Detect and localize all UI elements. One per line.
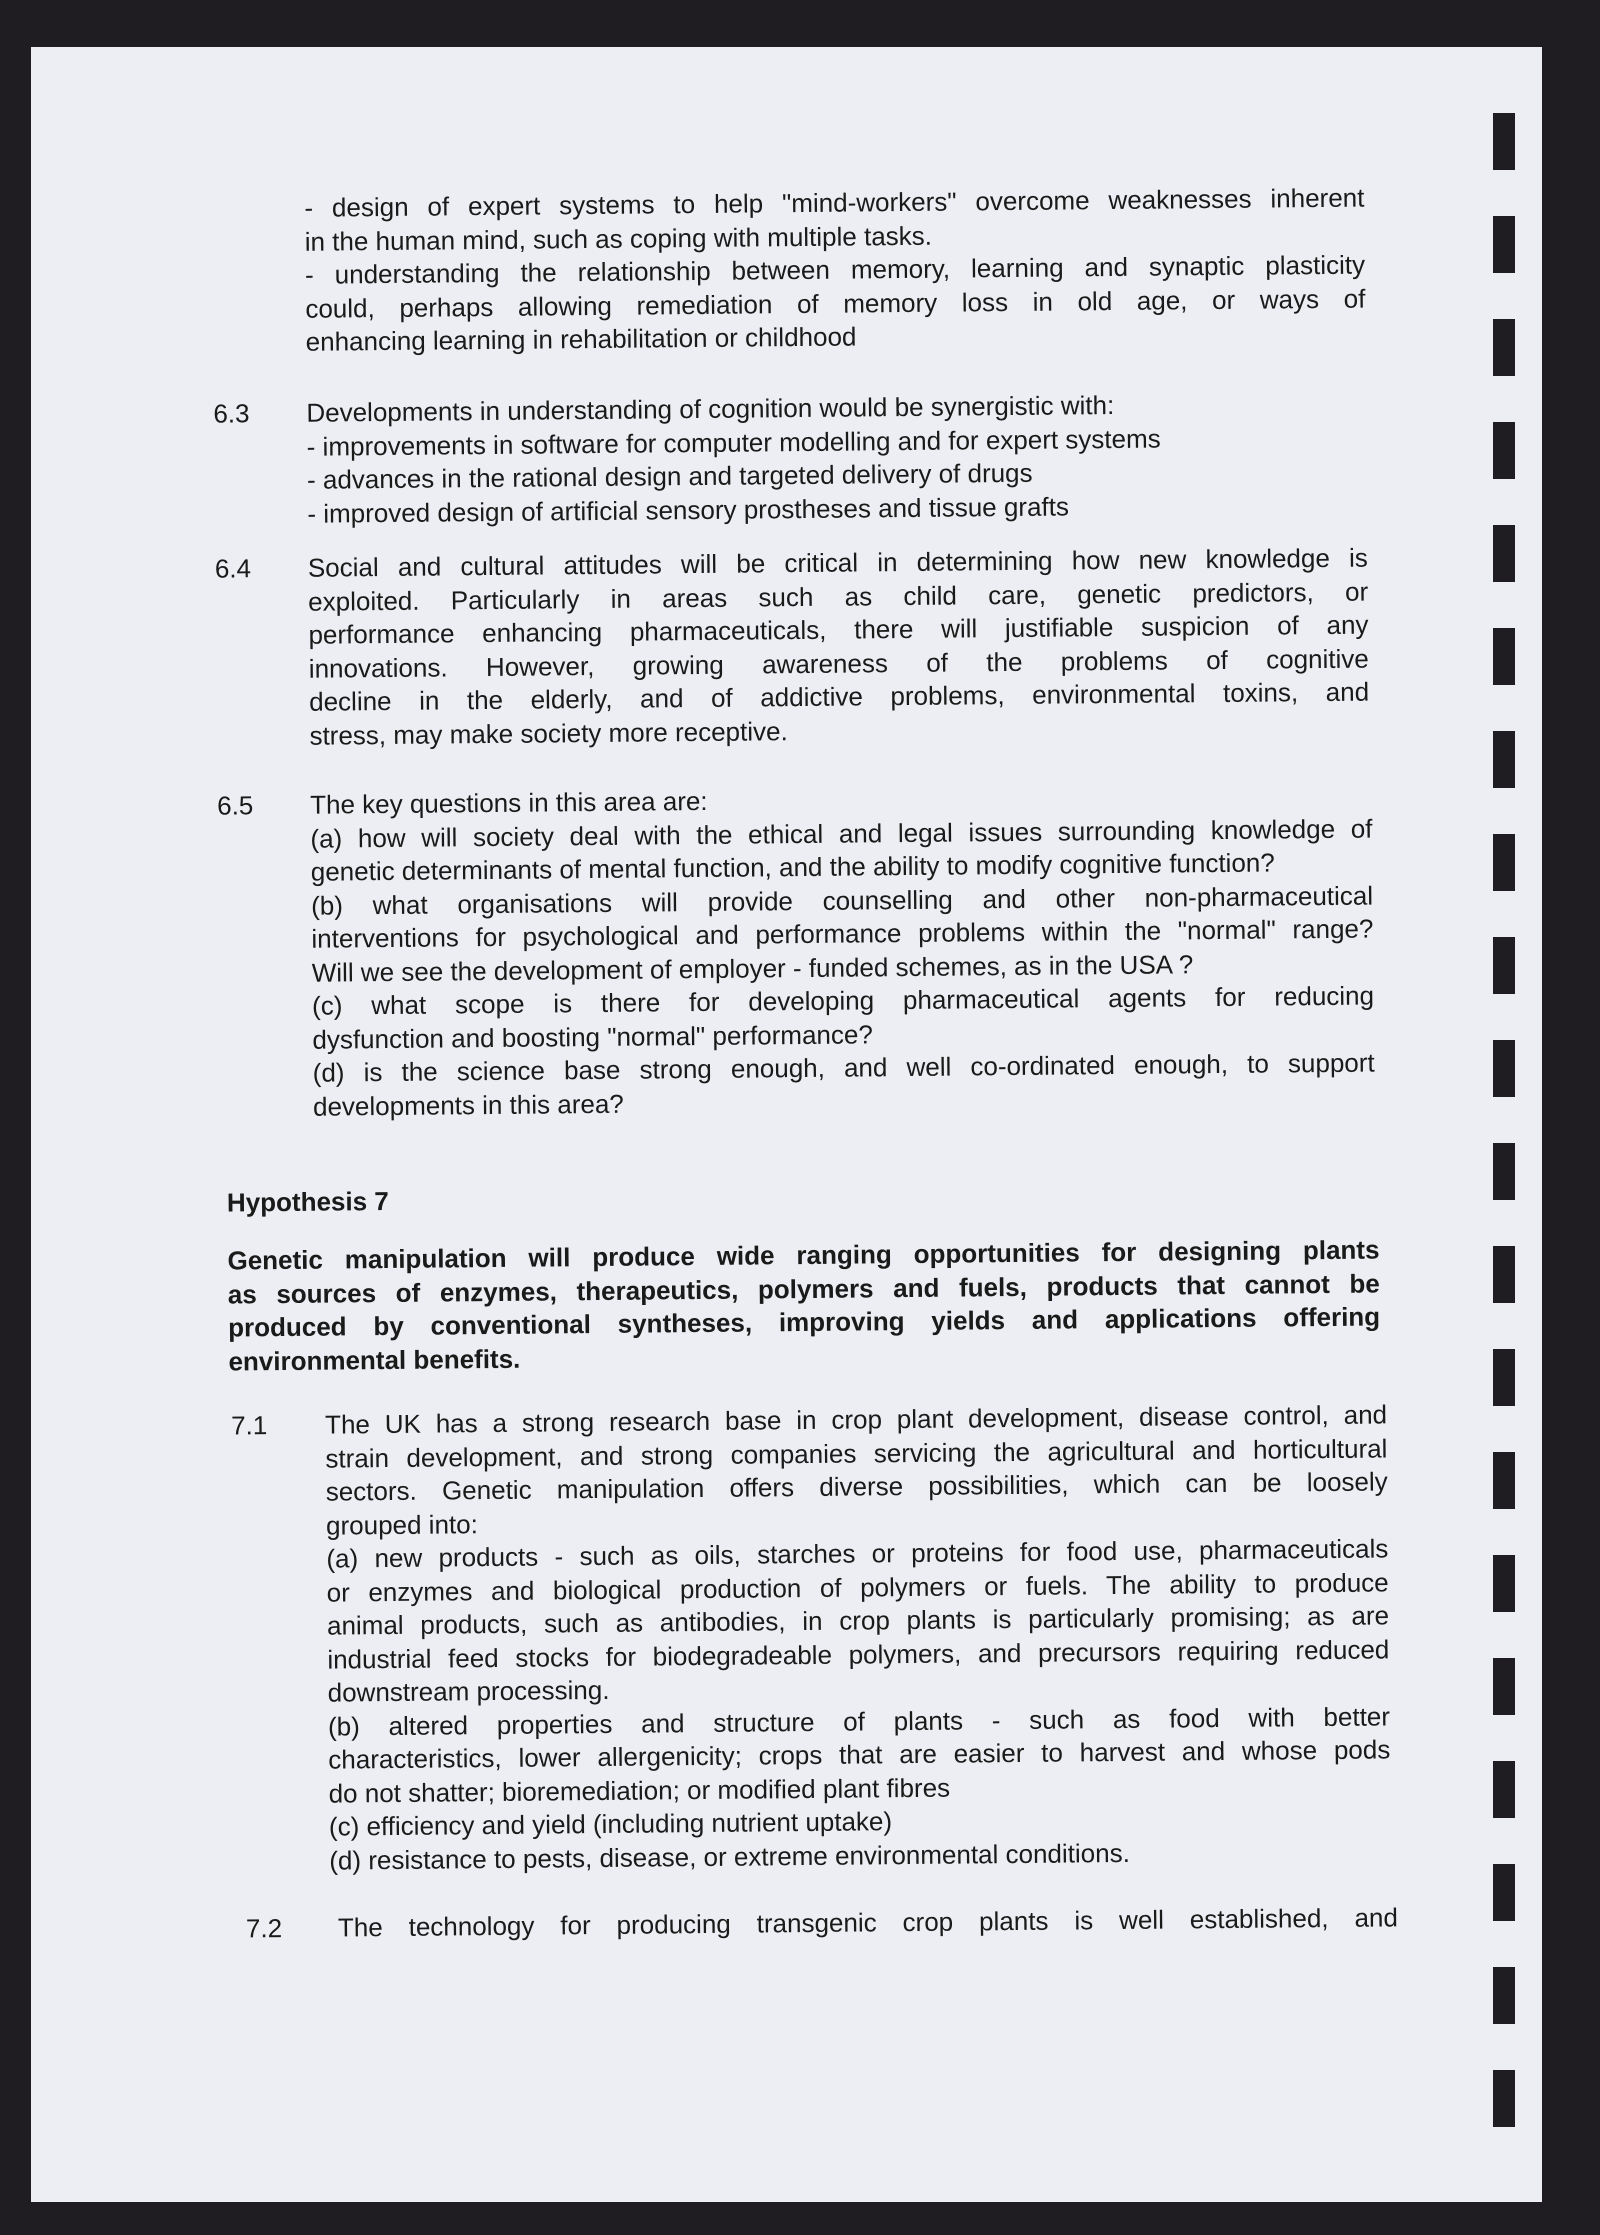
text-line: could, perhaps allowing remediation of memory loss in old age, or ways of [305, 283, 1366, 324]
text-line: produced by conventional syntheses, improving yields and applications offering [228, 1301, 1381, 1343]
text-line: enhancing learning in rehabilitation or childhood [305, 321, 857, 357]
text-line: performance enhancing pharmaceuticals, there will justifiable suspicion of any [308, 609, 1369, 650]
hypothesis-statement [227, 1233, 1380, 1378]
intro-paragraph [304, 182, 1366, 360]
text-line: grouped into: [325, 1508, 478, 1541]
text-line: decline in the elderly, and of addictive problems, environmental toxins, and [309, 676, 1370, 717]
text-line: characteristics, lower allergenicity; crops that are easier to harvest and whose pods [328, 1734, 1391, 1775]
section-number: 7.1 [230, 1410, 268, 1441]
text-line: interventions for psychological and performance problems within the "normal" range? [311, 913, 1374, 954]
text-line: sectors. Genetic manipulation offers diverse possibilities, which can be loosely [325, 1466, 1388, 1507]
text-line: industrial feed stocks for biodegradeable polymers, and precursors requiring reduced [327, 1633, 1390, 1675]
section-6-3 [306, 387, 1367, 531]
text-line: - design of expert systems to help "mind-workers" overcome weaknesses inherent [304, 182, 1365, 223]
text-line: developments in this area? [312, 1088, 624, 1122]
section-7-1 [325, 1398, 1391, 1877]
text-line: The technology for producing transgenic crop plants is well established, and [337, 1902, 1399, 1943]
text-line: Genetic manipulation will produce wide ranging opportunities for designing plants [227, 1234, 1380, 1276]
text-line: exploited. Particularly in areas such as child care, genetic predictors, or [308, 576, 1369, 617]
text-line: dysfunction and boosting "normal" performance? [312, 1018, 873, 1055]
text-line: The UK has a strong research base in crop plant development, disease control, and [324, 1399, 1388, 1440]
text-line: (b) what organisations will provide counselling and other non-pharmaceutical [310, 880, 1374, 921]
text-line: - improved design of artificial sensory prostheses and tissue grafts [307, 490, 1070, 529]
section-6-4 [308, 542, 1370, 753]
text-line: (d) is the science base strong enough, and well co-ordinated enough, to support [312, 1047, 1375, 1088]
text-line: genetic determinants of mental function, and the ability to modify cognitive function? [310, 847, 1275, 887]
text-line: (d) resistance to pests, disease, or extreme environmental conditions. [329, 1837, 1130, 1876]
text-line: (b) altered properties and structure of plants - such as food with better [327, 1700, 1391, 1742]
text-line: - improvements in software for computer modelling and for expert systems [306, 423, 1161, 462]
text-line: (a) how will society deal with the ethical and legal issues surrounding knowledge of [310, 813, 1373, 854]
section-number: 7.2 [245, 1913, 283, 1944]
text-line: (c) what scope is there for developing pharmaceutical agents for reducing [311, 980, 1375, 1021]
text-line: animal products, such as antibodies, in crop plants is particularly promising; as are [326, 1600, 1390, 1641]
text-line: stress, may make society more receptive. [309, 715, 788, 751]
text-line: (a) new products - such as oils, starches or proteins for food use, pharmaceuticals [326, 1533, 1389, 1574]
text-line: strain development, and strong companies servicing the agricultural and horticultural [325, 1432, 1388, 1474]
text-line: environmental benefits. [228, 1343, 521, 1377]
section-number: 6.5 [217, 790, 254, 821]
text-line: innovations. However, growing awareness of the problems of cognitive [308, 643, 1369, 684]
section-7-2 [338, 1901, 1398, 1945]
text-line: as sources of enzymes, therapeutics, polymers and fuels, products that cannot be [227, 1267, 1380, 1310]
text-line: Social and cultural attitudes will be critical in determining how new knowledge is [307, 542, 1368, 583]
text-line: downstream processing. [327, 1674, 610, 1708]
text-line: Developments in understanding of cognition would be synergistic with: [306, 389, 1115, 428]
text-line: Will we see the development of employer - funded schemes, as in the USA ? [311, 948, 1194, 988]
section-6-5 [310, 779, 1375, 1124]
hypothesis-title: Hypothesis 7 [226, 1185, 389, 1218]
text-line: The key questions in this area are: [310, 785, 708, 820]
text-line: - understanding the relationship between memory, learning and synaptic plasticity [304, 249, 1366, 290]
text-line: (c) efficiency and yield (including nutrient uptake) [328, 1806, 893, 1842]
text-line: in the human mind, such as coping with multiple tasks. [304, 220, 933, 257]
text-line: - advances in the rational design and targeted delivery of drugs [306, 457, 1033, 495]
section-number: 6.4 [214, 553, 252, 584]
text-line: do not shatter; bioremediation; or modified plant fibres [328, 1772, 951, 1809]
text-line: or enzymes and biological production of polymers or fuels. The ability to produce [326, 1566, 1389, 1608]
section-number: 6.3 [213, 398, 250, 429]
